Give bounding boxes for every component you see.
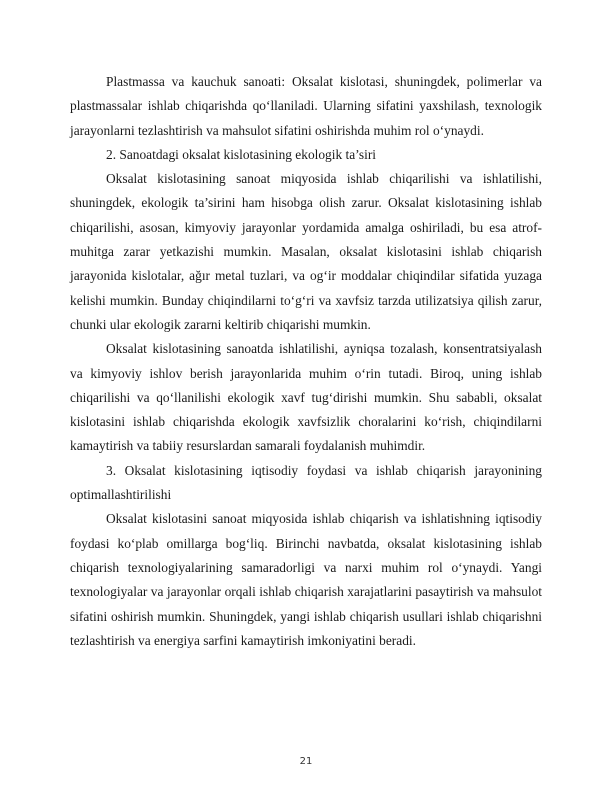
- paragraph-production-impact: Oksalat kislotasining sanoat miqyosida ishlab chiqarilishi va ishlatilishi, shuningdek, ekologik ta’sirini ham hisobga olish zarur. Oksalat kislotasining ishlab chiqarilishi, asosan, kimyoviy jarayonlar yordamida amalga oshiriladi, bu esa atrof-muhitga zarar yetkazishi mumkin. Masalan, oksalat kislotasini ishlab chiqarish jarayonida kislotalar, ağır metal tuzlari, va og‘ir moddalar chiqindilar sifatida yuzaga kelishi mumkin. Bunday chiqindilarni to‘g‘ri va xavfsiz tarzda utilizatsiya qilish zarur, chunki ular ekologik zararni keltirib chiqarishi mumkin.: [70, 171, 542, 332]
- section-heading-ecological-impact: 2. Sanoatdagi oksalat kislotasining ekologik ta’siri: [106, 146, 377, 162]
- paragraph-usage-impact: Oksalat kislotasining sanoatda ishlatilishi, ayniqsa tozalash, konsentratsiyalash va kimyoviy ishlov berish jarayonlarida muhim o‘rin tutadi. Biroq, uning ishlab chiqarilishi va qo‘llanilishi ekologik xavf tug‘dirishi mumkin. Shu sababli, oksalat kislotasini ishlab chiqarishda ekologik xavfsizlik choralarini ko‘rish, chiqindilarni kamaytirish va tabiiy resurslardan samarali foydalanish muhimdir.: [70, 341, 542, 454]
- page-number: 21: [299, 756, 313, 767]
- paragraph-economic-benefit: Oksalat kislotasini sanoat miqyosida ishlab chiqarish va ishlatishning iqtisodiy foydasi ko‘plab omillarga bog‘liq. Birinchi navbatda, oksalat kislotasining ishlab chiqarish texnologiyalarining samaradorligi va narxi muhim rol o‘ynaydi. Yangi texnologiyalar va jarayonlar orqali ishlab chiqarish xarajatlarini pasaytirish va mahsulot sifatini oshirish mumkin. Shuningdek, yangi ishlab chiqarish usullari ishlab chiqarishni tezlashtirish va energiya sarfini kamaytirish imkoniyatini beradi.: [70, 511, 542, 648]
- page-body: [70, 70, 542, 653]
- section-heading-economic-benefit: 3. Oksalat kislotasining iqtisodiy foydasi va ishlab chiqarish jarayonining optimallashtirilishi: [70, 462, 542, 503]
- paragraph-plastics-industry: Plastmassa va kauchuk sanoati: Oksalat kislotasi, shuningdek, polimerlar va plastmassalar ishlab chiqarishda qo‘llaniladi. Ularning sifatini yaxshilash, texnologik jarayonlarni tezlashtirish va mahsulot sifatini oshirishda muhim rol o‘ynaydi.: [70, 74, 542, 138]
